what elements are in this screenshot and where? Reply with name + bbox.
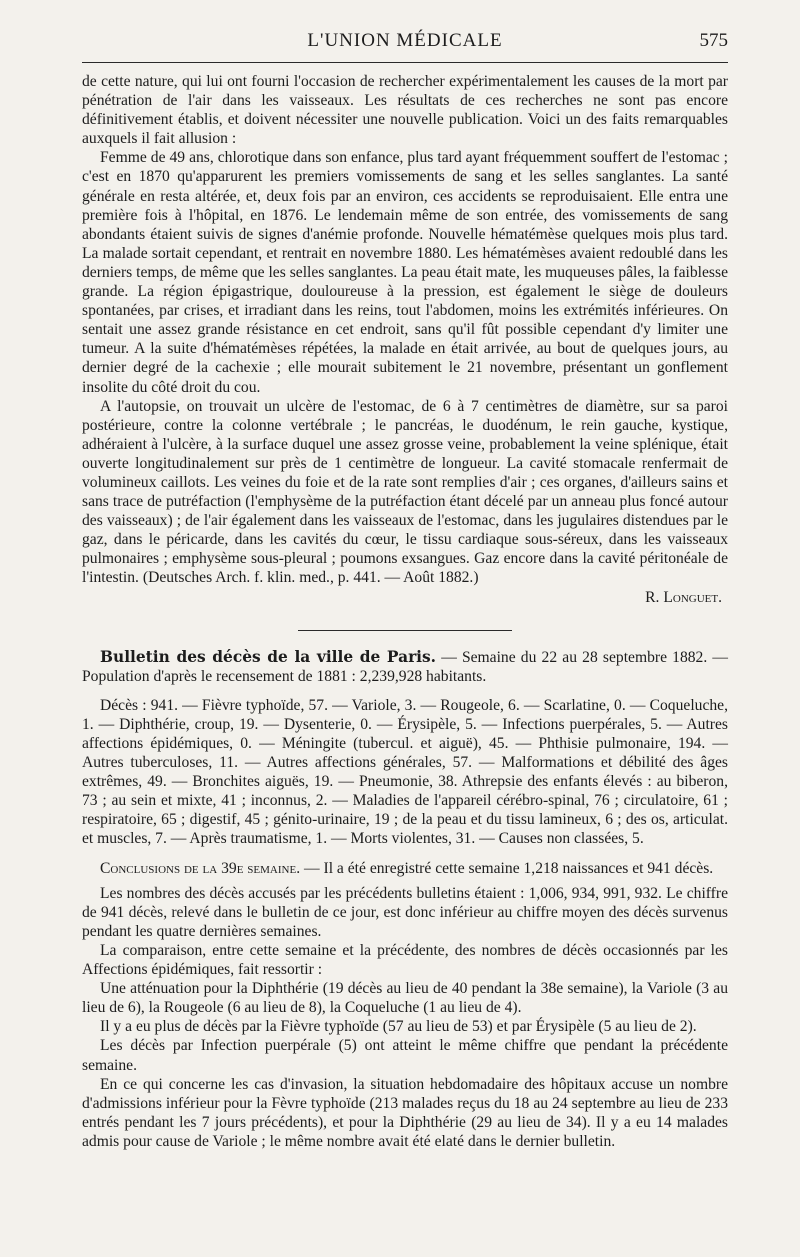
increase-paragraph: Il y a eu plus de décès par la Fièvre typhoïde (57 au lieu de 53) et par Érysipèle (5 au lieu de 2). [100,1018,697,1036]
autopsy-text: A l'autopsie, on trouvait un ulcère de l'estomac, de 6 à 7 centimètres de diamètre, sur sa paroi postérieure, contre la colonne vertébrale ; le pancréas, le duodénum, le rein gauche, kystique, adhéraient à l'ulcère, à la surface duquel une assez grosse veine, probablement la veine splénique, était ouverte longitudinalement sur près de 1 centimètre de longueur. La cavité stomacale renfermait de volumineux caillots. Les veines du foie et de la rate sont remplies d'air ; ces organes, d'ailleurs sains et sans trace de putréfaction (l'emphysème de la putréfaction étant décelé par un anneau plus foncé autour des vaisseaux) ; de l'air également dans les vaisseaux de l'estomac, dans les jugulaires distendues par le gaz, dans le péricarde, dans les cavités du cœur, le tissu cardiaque sous-séreux, dans les vaisseaux pulmonaires ; emphysème sous-pleural ; poumons exsangues. Gaz encore dans la cavité péritonéale de l'intestin. [82,397,728,587]
page-header [82,28,728,60]
running-title: L'UNION MÉDICALE [307,30,503,51]
autopsy-paragraph [82,397,728,588]
bulletin-heading [82,648,728,686]
deaths-list: Décès : 941. — Fièvre typhoïde, 57. — Variole, 3. — Rougeole, 6. — Scarlatine, 0. — Coqueluche, 1. — Diphthérie, croup, 19. — Dysenterie, 0. — Érysipèle, 5. — Infections puerpérales, 5. — Autres affections épidémiques, 0. — Méningite (tubercul. et aiguë), 45. — Phthisie pulmonaire, 194. — Autres tuberculoses, 11. — Autres affections générales, 57. — Malformations et débilité des âges extrêmes, 49. — Bronchites aiguës, 19. — Pneumonie, 38. Athrepsie des enfants élevés : au biberon, 73 ; au sein et mixte, 41 ; inconnus, 2. — Maladies de l'appareil cérébro-spinal, 76 ; circulatoire, 61 ; respiratoire, 65 ; digestif, 45 ; génito-urinaire, 19 ; de la peau et du tissu lamineux, 6 ; des os, articulat. et muscles, 7. — Après traumatisme, 1. — Morts violentes, 31. — Causes non classées, 5. [82,696,728,848]
invasion-paragraph: En ce qui concerne les cas d'invasion, la situation hebdomadaire des hôpitaux accuse un nombre d'admissions inférieur pour la Fèvre typhoïde (213 malades reçus du 18 au 24 septembre au lieu de 233 entrés pendant les 7 jours précédents), et pour la Diphthérie (29 au lieu de 34). Il y a eu 14 malades admis pour cause de Variole ; le même nombre avait été elaté dans le dernier bulletin. [82,1075,728,1150]
reference-citation: (Deutsches Arch. f. klin. med., p. 441. — Août 1882.) [142,569,479,587]
comparison-intro: La comparaison, entre cette semaine et la précédente, des nombres de décès occasionnés par les Affections épidémiques, fait ressortir : [82,941,728,979]
attenuation-paragraph: Une atténuation pour la Diphthérie (19 décès au lieu de 40 pendant la 38e semaine), la Variole (3 au lieu de 6), la Rougeole (6 au lieu de 8), la Coqueluche (1 au lieu de 4). [82,980,728,1017]
spacer [82,686,728,696]
author-signature: R. Longuet. [645,588,722,606]
previous-bulletins: Les nombres des décès accusés par les précédents bulletins étaient : 1,006, 934, 991, 932. Le chiffre de 941 décès, relevé dans le bulletin de ce jour, est donc inférieur au chiffre moyen des décès survenus pendant les quatre dernières semaines. [82,884,728,940]
article-intro: de cette nature, qui lui ont fourni l'occasion de rechercher expérimentalement les causes de la mort par pénétration de l'air dans les vaisseaux. Les résultats de ces recherches ne sont pas encore définitivement établis, et doivent nécessiter une nouvelle publication. Voici un des faits remarquables auxquels il fait allusion : [82,73,728,148]
page-body [82,72,728,1151]
section-divider [298,630,512,631]
case-report: Femme de 49 ans, chlorotique dans son enfance, plus tard ayant fréquemment souffert de l'estomac ; c'est en 1870 qu'apparurent les premiers vomissements de sang et les selles sanglantes. La santé générale en resta altérée, et, deux fois par an environ, ces accidents se reproduisaient. Elle entra une première fois à l'hôpital, en 1876. Le lendemain même de son entrée, des vomissements de sang abondants étaient suivis de signes d'anémie profonde. Nouvelle hématémèse quelques mois plus tard. La malade sortait cependant, et rentrait en novembre 1880. Les hématémèses avaient redoublé dans les derniers temps, de même que les selles sanglantes. La peau était mate, les muqueuses pâles, la faiblesse grande. La région épigastrique, douloureuse à la pression, est également le siège de douleurs spontanées, par crises, et irradiant dans les reins, tout l'abdomen, moins les extrémités inférieures. On sentait une assez grande résistance en cet endroit, sans qu'il fût possible cependant d'y limiter une tumeur. A la suite d'hématémèses répétées, la malade en était arrivée, au bout de quelques jours, au dernier degré de la cachexie ; elle mourait subitement le 21 novembre, présentant un gonflement insolite du côté droit du cou. [82,149,728,396]
conclusions-label: Conclusions de la 39e semaine. [100,859,301,877]
header-rule [82,62,728,63]
conclusions-text: — Il a été enregistré cette semaine 1,218 naissances et 941 décès. [300,859,714,877]
conclusions-paragraph [82,859,728,878]
bulletin-title: Bulletin des décès de la ville de Paris. [100,647,437,666]
spacer [82,849,728,859]
puerperal-paragraph: Les décès par Infection puerpérale (5) ont atteint le même chiffre que pendant la précédente semaine. [82,1037,728,1074]
page-number: 575 [699,30,728,51]
bulletin-subtitle: — Semaine du 22 au 28 septembre 1882. — Population d'après le recensement de 1881 : 2,239,928 habitants. [82,648,728,685]
